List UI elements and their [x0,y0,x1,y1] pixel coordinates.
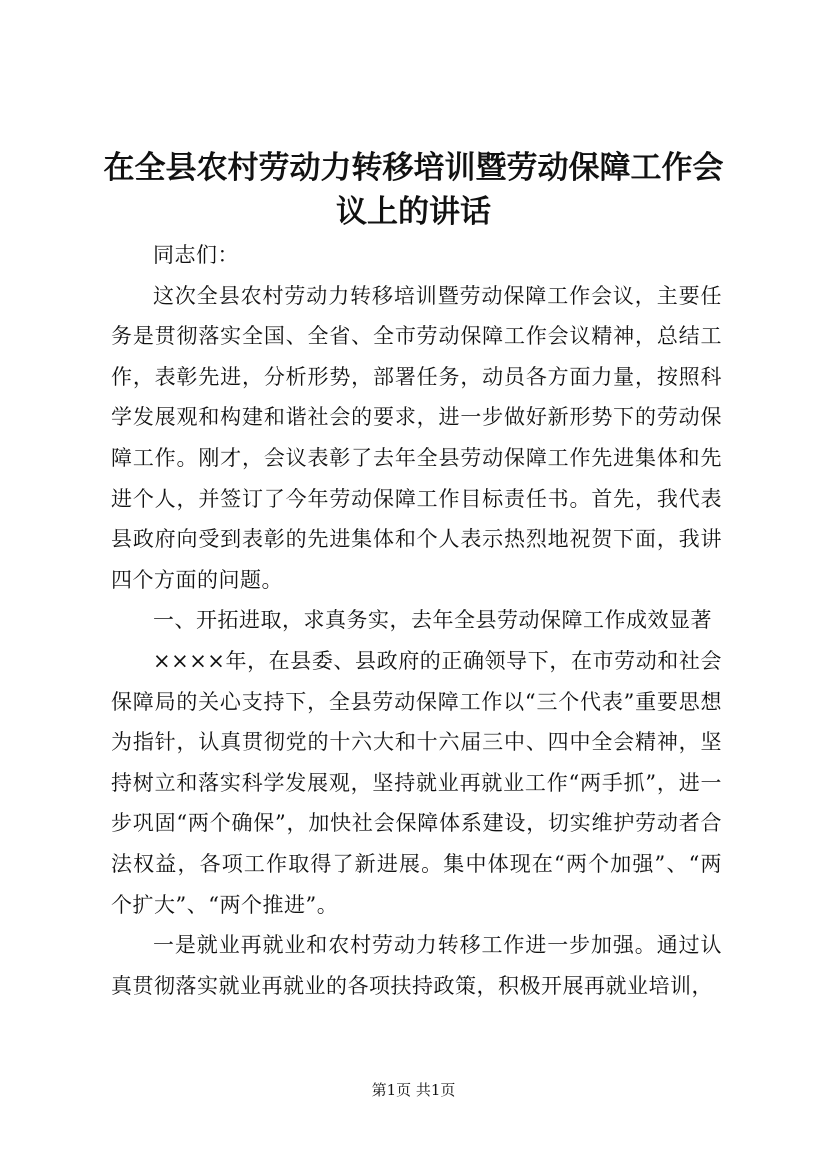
document-title: 在全县农村劳动力转移培训暨劳动保障工作会议上的讲话 [103,150,724,230]
body-paragraph: ××××年，在县委、县政府的正确领导下，在市劳动和社会保障局的关心支持下，全县劳动保障工作以“三个代表”重要思想为指针，认真贯彻党的十六大和十六届三中、四中全会精神，坚持树立和落实科学发展观，坚持就业再就业工作“两手抓”，进一步巩固“两个确保”，加快社会保障体系建设，切实维护劳动者合法权益，各项工作取得了新进展。集中体现在“两个加强”、“两个扩大”、“两个推进”。 [111,648,722,917]
section-heading: 一、开拓进取，求真务实，去年全县劳动保障工作成效显著 [153,608,712,633]
greeting-paragraph: 同志们： [153,243,239,267]
page-footer: 第1页 共1页 [371,1081,456,1099]
body-paragraph: 一是就业再就业和农村劳动力转移工作进一步加强。通过认真贯彻落实就业再就业的各项扶持政策，积极开展再就业培训， [111,933,722,998]
document-body [111,235,722,1006]
body-paragraph: 这次全县农村劳动力转移培训暨劳动保障工作会议，主要任务是贯彻落实全国、全省、全市劳动保障工作会议精神，总结工作，表彰先进，分析形势，部署任务，动员各方面力量，按照科学发展观和构建和谐社会的要求，进一步做好新形势下的劳动保障工作。刚才，会议表彰了去年全县劳动保障工作先进集体和先进个人，并签订了今年劳动保障工作目标责任书。首先，我代表县政府向受到表彰的先进集体和个人表示热烈地祝贺下面，我讲四个方面的问题。 [111,283,722,592]
